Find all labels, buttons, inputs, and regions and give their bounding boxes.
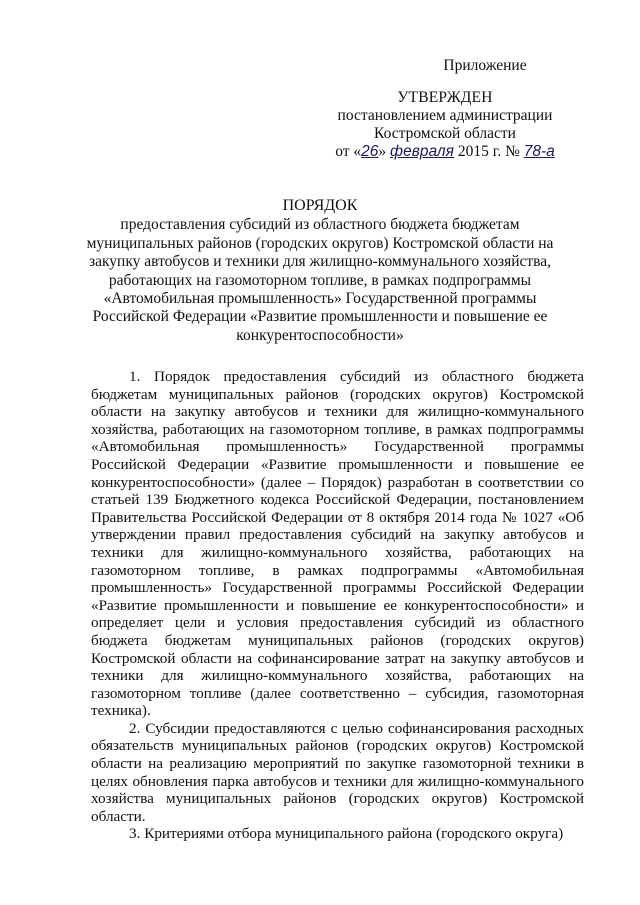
appendix-label: Приложение: [443, 57, 527, 74]
date-year: 2015 г. №: [453, 143, 524, 160]
title-line: конкурентоспособности»: [236, 326, 404, 344]
approved-label: УТВЕРЖДЕН: [397, 89, 493, 106]
paragraph-3: 3. Критериями отбора муниципального района (городского округа): [129, 825, 564, 843]
date-mid: »: [378, 143, 387, 160]
title-line: Российской Федерации «Развитие промышленности и повышение ее: [92, 308, 548, 326]
document-body: [91, 368, 584, 843]
approval-line-2: Костромской области: [374, 125, 516, 142]
document-title: [80, 197, 560, 345]
approval-block: [300, 57, 590, 161]
title-line: закупку автобусов и техники для жилищно-коммунального хозяйства,: [88, 253, 552, 271]
date-prefix: от «: [335, 143, 362, 160]
title-heading: ПОРЯДОК: [282, 197, 358, 214]
approval-line-1: постановлением администрации: [337, 107, 553, 124]
title-line: «Автомобильная промышленность» Государственной программы: [103, 290, 537, 308]
title-line: предоставления субсидий из областного бюджета бюджетам: [120, 216, 520, 234]
paragraph-2: 2. Субсидии предоставляются с целью софинансирования расходных обязательств муниципальных районов (городских округов) Костромской области на реализацию мероприятий по закупке газомоторной техники в целях обновления парка автобусов и техники для жилищно-коммунального хозяйства муниципальных районов (городских округов) Костромской области.: [91, 719, 584, 825]
date-month: февраля: [390, 143, 454, 160]
title-line: работающих на газомоторном топливе, в рамках подпрограммы: [108, 271, 532, 289]
paragraph-1: 1. Порядок предоставления субсидий из областного бюджета бюджетам муниципальных районов (городских округов) Костромской области на закупку автобусов и техники для жилищно-коммунального хозяйства, работающих на газомоторном топливе, в рамках подпрограммы «Автомобильная промышленность» Государственной программы Российской Федерации «Развитие промышленности и повышение ее конкурентоспособности» (далее – Порядок) разработан в соответствии со статьей 139 Бюджетного кодекса Российской Федерации, постановлением Правительства Российской Федерации от 8 октября 2014 года № 1027 «Об утверждении правил предоставления субсидий на закупку автобусов и техники для жилищно-коммунального хозяйства, работающих на газомоторном топливе, в рамках подпрограммы «Автомобильная промышленность» Государственной программы Российской Федерации «Развитие промышленности и повышение ее конкурентоспособности» и определяет цели и условия предоставления субсидий из областного бюджета бюджетам муниципальных районов (городских округов) Костромской области на софинансирование затрат на закупку автобусов и техники для жилищно-коммунального хозяйства, работающих на газомоторном топливе (далее соответственно – субсидия, газомоторная техника).: [91, 368, 584, 720]
title-line: муниципальных районов (городских округов) Костромской области на: [86, 234, 554, 252]
document-number: 78-а: [523, 143, 555, 160]
approval-date-line: [300, 143, 590, 161]
date-day: 26: [361, 143, 379, 160]
